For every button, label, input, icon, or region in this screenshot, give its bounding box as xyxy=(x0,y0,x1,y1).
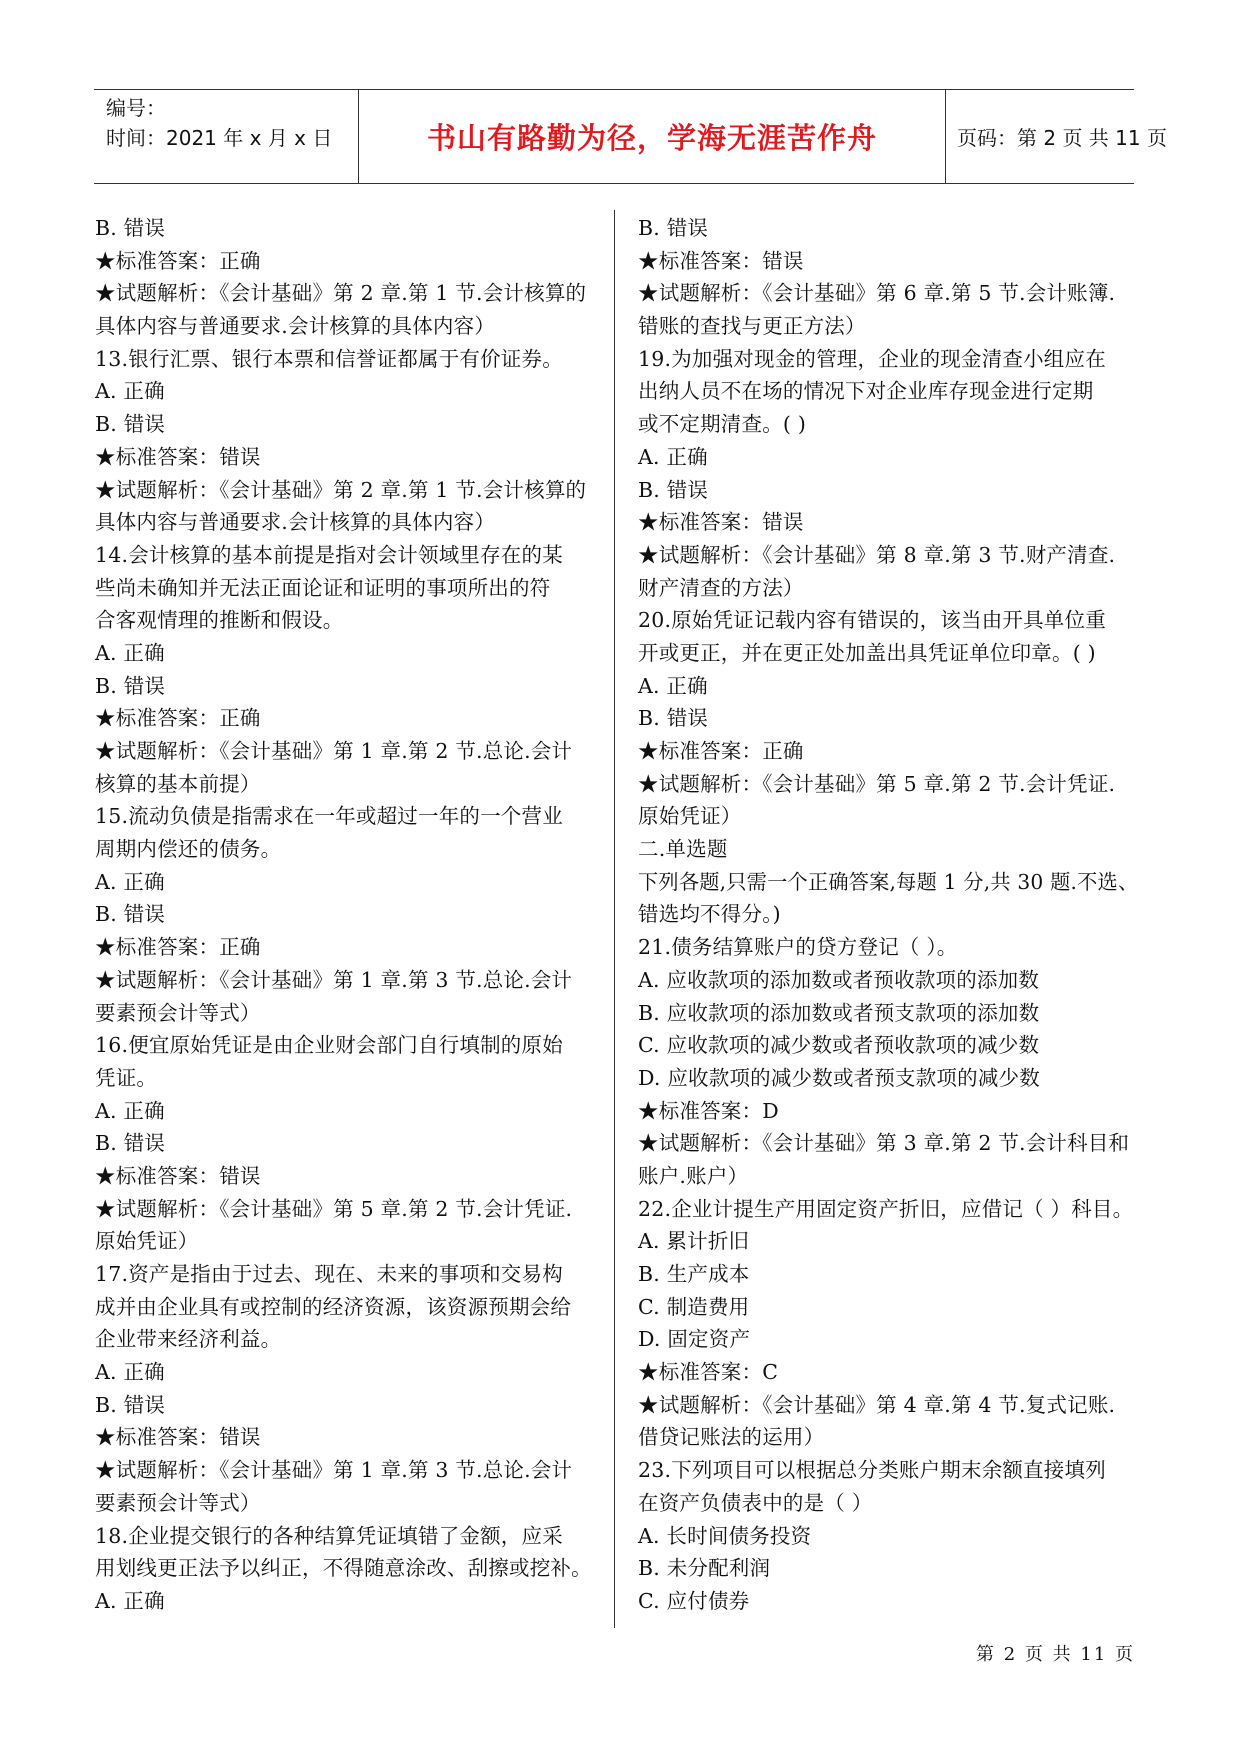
text-line: A. 正确 xyxy=(95,1360,165,1385)
date-label: 时间：2021 年 x 月 x 日 xyxy=(106,126,333,150)
text-line: ★试题解析：《会计基础》第 5 章.第 2 节.会计凭证. xyxy=(638,771,1116,796)
text-line: A. 正确 xyxy=(638,673,708,698)
text-line: 错选均不得分。) xyxy=(638,902,781,927)
text-line: B. 错误 xyxy=(95,1392,166,1417)
text-line: ★标准答案：正确 xyxy=(638,739,804,763)
text-line: 错账的查找与更正方法） xyxy=(638,314,866,339)
text-line: A. 累计折旧 xyxy=(638,1229,750,1254)
text-line: B. 错误 xyxy=(95,902,166,927)
text-line: 14.会计核算的基本前提是指对会计领域里存在的某 xyxy=(95,542,563,567)
text-line: 22.企业计提生产用固定资产折旧，应借记（ ）科目。 xyxy=(638,1196,1134,1221)
text-line: 具体内容与普通要求.会计核算的具体内容） xyxy=(95,314,496,339)
page-footer: 第 2 页 共 11 页 xyxy=(976,1644,1135,1665)
text-line: C. 应付债券 xyxy=(638,1588,750,1613)
text-line: 20.原始凭证记载内容有错误的，该当由开具单位重 xyxy=(638,608,1106,633)
text-line: 16.便宜原始凭证是由企业财会部门自行填制的原始 xyxy=(95,1033,563,1058)
text-line: 要素预会计等式） xyxy=(95,1000,261,1025)
text-line: 21.债务结算账户的贷方登记（ ）。 xyxy=(638,935,958,960)
text-line: 23.下列项目可以根据总分类账户期末余额直接填列 xyxy=(638,1458,1106,1483)
number-label: 编号： xyxy=(106,96,166,120)
text-line: 19.为加强对现金的管理，企业的现金清查小组应在 xyxy=(638,346,1106,371)
text-line: 企业带来经济利益。 xyxy=(95,1327,282,1352)
text-line: 合客观情理的推断和假设。 xyxy=(95,608,344,633)
text-line: B. 错误 xyxy=(95,216,166,240)
text-line: B. 错误 xyxy=(95,412,166,437)
text-line: ★标准答案：错误 xyxy=(95,1425,261,1450)
text-line: ★试题解析：《会计基础》第 5 章.第 2 节.会计凭证. xyxy=(95,1196,573,1221)
left-column xyxy=(95,212,595,1618)
text-line: A. 正确 xyxy=(95,869,165,894)
text-line: D. 固定资产 xyxy=(638,1327,751,1352)
text-line: 出纳人员不在场的情况下对企业库存现金进行定期 xyxy=(638,379,1094,404)
text-line: 二.单选题 xyxy=(638,837,728,862)
text-line: B. 错误 xyxy=(638,477,709,502)
text-line: ★试题解析：《会计基础》第 1 章.第 3 节.总论.会计 xyxy=(95,967,573,992)
text-line: 财产清查的方法） xyxy=(638,575,804,600)
text-line: 下列各题,只需一个正确答案,每题 1 分,共 30 题.不选、 xyxy=(638,869,1139,894)
text-line: ★试题解析：《会计基础》第 3 章.第 2 节.会计科目和 xyxy=(638,1131,1130,1156)
text-line: B. 错误 xyxy=(638,706,709,731)
text-line: A. 正确 xyxy=(95,640,165,665)
text-line: D. 应收款项的减少数或者预支款项的减少数 xyxy=(638,1065,1040,1090)
text-line: ★标准答案：D xyxy=(638,1098,779,1123)
text-line: A. 正确 xyxy=(95,1588,165,1613)
text-line: ★试题解析：《会计基础》第 2 章.第 1 节.会计核算的 xyxy=(95,281,587,306)
text-line: A. 长时间债务投资 xyxy=(638,1523,812,1548)
header-page-cell xyxy=(947,90,1167,183)
text-line: 具体内容与普通要求.会计核算的具体内容） xyxy=(95,510,496,535)
text-line: 开或更正，并在更正处加盖出具凭证单位印章。( ) xyxy=(638,640,1096,665)
text-line: 账户.账户） xyxy=(638,1163,749,1188)
page-code: 页码：第 2 页 共 11 页 xyxy=(957,126,1167,150)
text-line: ★标准答案：正确 xyxy=(95,706,261,731)
text-line: A. 正确 xyxy=(638,444,708,469)
text-line: 或不定期清查。( ) xyxy=(638,412,807,437)
text-line: ★标准答案：错误 xyxy=(95,444,261,469)
text-line: ★试题解析：《会计基础》第 2 章.第 1 节.会计核算的 xyxy=(95,477,587,502)
text-line: B. 生产成本 xyxy=(638,1262,750,1286)
text-line: A. 应收款项的添加数或者预收款项的添加数 xyxy=(638,967,1040,992)
text-line: 17.资产是指由于过去、现在、未来的事项和交易构 xyxy=(95,1262,563,1286)
text-line: ★试题解析：《会计基础》第 6 章.第 5 节.会计账簿. xyxy=(638,281,1116,306)
text-line: 借贷记账法的运用） xyxy=(638,1425,825,1450)
text-line: ★标准答案：错误 xyxy=(638,248,804,273)
text-line: ★标准答案：C xyxy=(638,1360,779,1385)
text-line: C. 制造费用 xyxy=(638,1294,750,1319)
text-line: 些尚未确知并无法正面论证和证明的事项所出的符 xyxy=(95,575,551,600)
text-line: B. 错误 xyxy=(95,673,166,698)
text-line: B. 错误 xyxy=(638,216,709,240)
header-info-cell xyxy=(94,90,359,183)
right-column xyxy=(638,212,1138,1618)
column-divider xyxy=(614,210,615,1628)
text-line: 周期内偿还的债务。 xyxy=(95,837,282,862)
text-line: 核算的基本前提） xyxy=(95,771,261,796)
text-line: ★标准答案：正确 xyxy=(95,248,261,273)
text-line: ★试题解析：《会计基础》第 1 章.第 3 节.总论.会计 xyxy=(95,1458,573,1483)
text-line: 用划线更正法予以纠正，不得随意涂改、刮擦或挖补。 xyxy=(95,1556,592,1581)
text-line: ★试题解析：《会计基础》第 4 章.第 4 节.复式记账. xyxy=(638,1392,1116,1417)
text-line: 原始凭证） xyxy=(638,804,742,829)
text-line: B. 应收款项的添加数或者预支款项的添加数 xyxy=(638,1000,1040,1025)
text-line: B. 错误 xyxy=(95,1131,166,1156)
text-line: 原始凭证） xyxy=(95,1229,199,1254)
text-line: ★标准答案：错误 xyxy=(95,1163,261,1188)
text-line: 在资产负债表中的是（ ） xyxy=(638,1490,873,1515)
text-line: A. 正确 xyxy=(95,1098,165,1123)
text-line: ★标准答案：正确 xyxy=(95,935,261,960)
text-line: ★试题解析：《会计基础》第 1 章.第 2 节.总论.会计 xyxy=(95,739,573,763)
text-line: 成并由企业具有或控制的经济资源，该资源预期会给 xyxy=(95,1294,572,1319)
text-line: 要素预会计等式） xyxy=(95,1490,261,1515)
text-line: 15.流动负债是指需求在一年或超过一年的一个营业 xyxy=(95,804,563,829)
motto: 书山有路勤为径，学海无涯苦作舟 xyxy=(426,121,877,155)
header-motto-cell xyxy=(359,90,946,183)
text-line: ★标准答案：错误 xyxy=(638,510,804,535)
text-line: 18.企业提交银行的各种结算凭证填错了金额，应采 xyxy=(95,1523,563,1548)
page-header xyxy=(94,89,1167,184)
text-line: A. 正确 xyxy=(95,379,165,404)
text-line: C. 应收款项的减少数或者预收款项的减少数 xyxy=(638,1033,1040,1058)
text-line: ★试题解析：《会计基础》第 8 章.第 3 节.财产清查. xyxy=(638,542,1116,567)
text-line: B. 未分配利润 xyxy=(638,1556,771,1581)
text-line: 13.银行汇票、银行本票和信誉证都属于有价证券。 xyxy=(95,346,563,371)
text-line: 凭证。 xyxy=(95,1065,158,1090)
